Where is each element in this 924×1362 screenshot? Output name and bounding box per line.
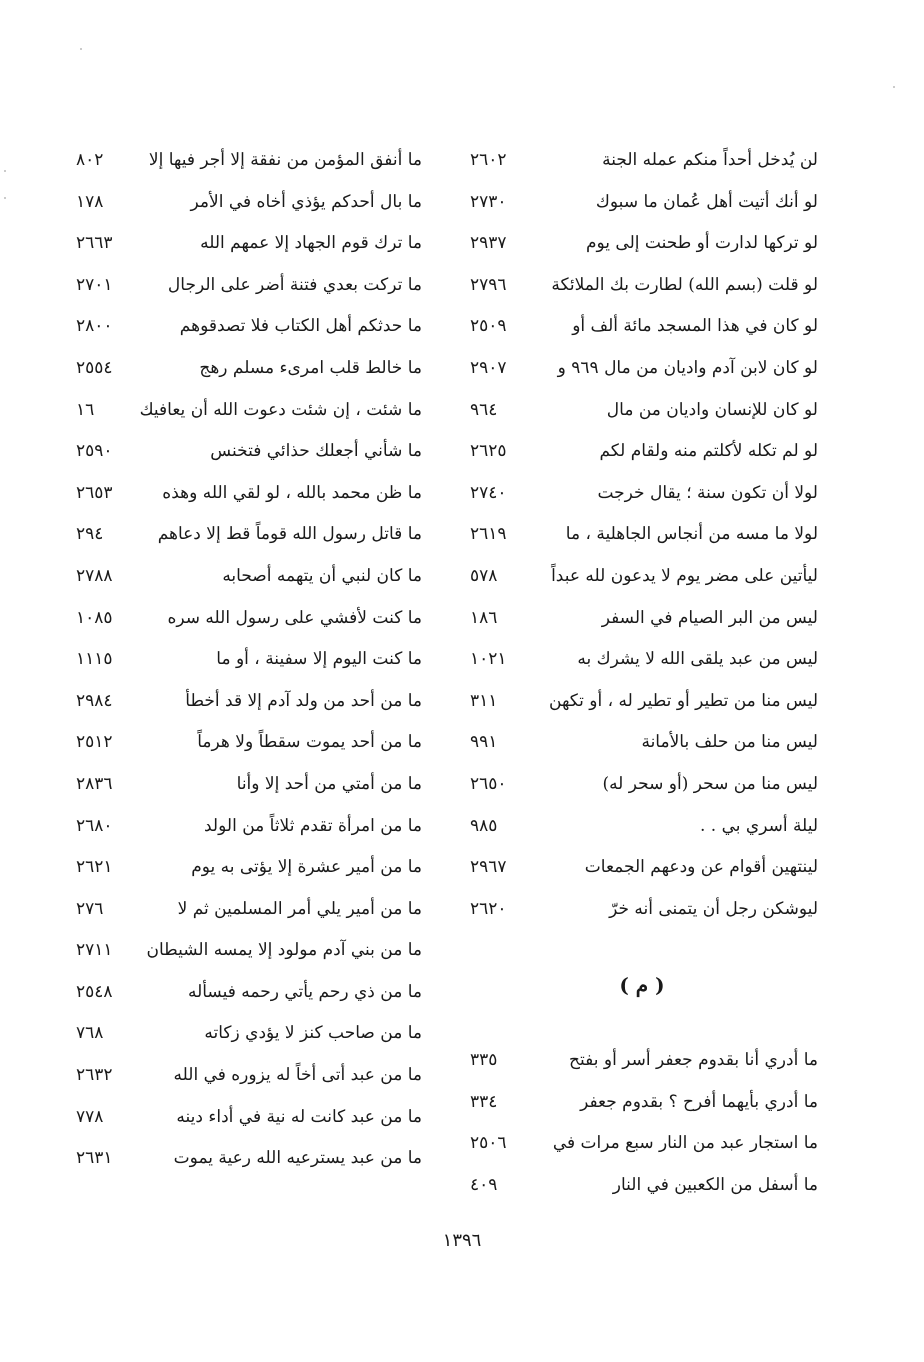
entry-page-number: ٢٥٥٤ [76, 357, 113, 378]
entry-text: ما خالط قلب امرىء مسلم رهج [199, 357, 422, 378]
index-entry [72, 681, 422, 723]
entry-page-number: ٢٩٦٧ [470, 857, 507, 878]
entry-text: ما شئت ، إن شئت دعوت الله أن يعافيك [139, 399, 422, 420]
entry-text: ما من بني آدم مولود إلا يمسه الشيطان [146, 940, 422, 961]
index-entry [466, 140, 818, 182]
entry-text: ليس منا من تطير أو تطير له ، أو تكهن [549, 690, 818, 711]
entry-text: ما حدثكم أهل الكتاب فلا تصدقوهم [179, 316, 422, 337]
entry-page-number: ٢٦٠٢ [470, 150, 507, 170]
index-entry [466, 639, 818, 681]
entry-text: ما أدري بأيهما أفرح ؟ بقدوم جعفر [580, 1091, 818, 1112]
entry-text: ما من أمير يلي أمر المسلمين ثم لا [177, 898, 422, 919]
entry-text: ما من امرأة تقدم ثلاثاً من الولد [204, 815, 422, 836]
entry-text: لو كان للإنسان واديان من مال [606, 399, 818, 420]
entry-page-number: ٢٦٢٠ [470, 898, 507, 919]
entry-page-number: ٢٦٣٢ [76, 1065, 113, 1086]
index-entry [72, 764, 422, 806]
index-entry [466, 1123, 818, 1165]
entry-page-number: ٩٩١ [470, 732, 498, 753]
index-entry [466, 764, 818, 806]
entry-page-number: ٣٣٥ [470, 1050, 498, 1071]
right-entries-mim [466, 1040, 818, 1206]
entry-text: ليوشكن رجل أن يتمنى أنه خرّ [609, 898, 818, 919]
section-header-mim: ( م ) [619, 973, 665, 998]
entry-page-number: ٢٥٩٠ [76, 441, 113, 462]
entry-text: ما من عبد يسترعيه الله رعية يموت [173, 1148, 422, 1169]
entry-text: لو لم تكله لأكلتم منه ولقام لكم [599, 441, 818, 462]
index-entry [72, 140, 422, 182]
entry-text: لولا أن تكون سنة ؛ يقال خرجت [597, 482, 818, 503]
entry-text: ما من عبد كانت له نية في أداء دينه [176, 1106, 422, 1127]
entry-page-number: ٥٧٨ [470, 565, 498, 586]
entry-text: ما أنفق المؤمن من نفقة إلا أجر فيها إلا [148, 150, 422, 170]
entry-page-number: ٧٦٨ [76, 1023, 104, 1044]
entry-page-number: ٢٧٣٠ [470, 191, 507, 212]
entry-page-number: ١٧٨ [76, 191, 104, 212]
entry-page-number: ٢٨٠٠ [76, 316, 113, 337]
entry-page-number: ٢٦١٩ [470, 524, 507, 545]
entry-text: ما بال أحدكم يؤذي أخاه في الأمر [190, 191, 422, 212]
index-entry [72, 639, 422, 681]
index-entry [466, 306, 818, 348]
index-entry [466, 182, 818, 224]
page-number: ١٣٩٦ [442, 1230, 482, 1251]
right-entries-lam [466, 140, 818, 930]
index-entry [466, 1165, 818, 1207]
entry-page-number: ٢٧٤٠ [470, 482, 507, 503]
entry-text: ليس منا من سحر (أو سحر له) [602, 773, 818, 794]
entry-page-number: ٢٥٤٨ [76, 981, 113, 1002]
paper-speck [4, 170, 6, 172]
index-entry [72, 722, 422, 764]
entry-page-number: ٩٦٤ [470, 399, 498, 420]
paper-speck [893, 86, 895, 88]
index-entry [466, 473, 818, 515]
right-index-column [466, 140, 818, 1207]
index-entry [466, 431, 818, 473]
entry-text: ليس منا من حلف بالأمانة [641, 732, 818, 753]
paper-speck [4, 197, 6, 199]
entry-text: ما كان لنبي أن يتهمه أصحابه [222, 565, 422, 586]
entry-text: ما من أمتي من أحد إلا وأنا [236, 773, 422, 794]
paper-speck [80, 48, 82, 50]
entry-page-number: ٢٦٥٣ [76, 482, 113, 503]
entry-text: ما أدري أنا بقدوم جعفر أسر أو بفتح [569, 1050, 818, 1071]
index-entry [466, 348, 818, 390]
entry-text: ليس من البر الصيام في السفر [601, 607, 818, 628]
index-entry [72, 182, 422, 224]
entry-text: لو أنك أتيت أهل عُمان ما سبوك [595, 191, 818, 212]
entry-page-number: ٧٧٨ [76, 1106, 104, 1127]
entry-text: ما من ذي رحم يأتي رحمه فيسأله [187, 981, 422, 1002]
entry-text: ما من عبد أتى أخاً له يزوره في الله [173, 1065, 422, 1086]
entry-page-number: ٨٠٢ [76, 150, 104, 170]
entry-page-number: ٢٩٤ [76, 524, 104, 545]
index-entry [466, 265, 818, 307]
entry-page-number: ٢٥١٢ [76, 732, 113, 753]
entry-text: ما أسفل من الكعبين في النار [612, 1175, 818, 1196]
index-entry [72, 972, 422, 1014]
entry-page-number: ٢٧٨٨ [76, 565, 113, 586]
index-entry [72, 1013, 422, 1055]
entry-page-number: ٢٦٥٠ [470, 773, 507, 794]
left-index-column [72, 140, 422, 1180]
entry-page-number: ٢٥٠٩ [470, 316, 507, 337]
entry-text: ما ظن محمد بالله ، لو لقي الله وهذه [162, 482, 422, 503]
index-entry [72, 1055, 422, 1097]
entry-page-number: ٢٧٩٦ [470, 274, 507, 295]
index-entry [72, 390, 422, 432]
entry-text: ما من أمير عشرة إلا يؤتى به يوم [191, 857, 422, 878]
entry-text: لو كان في هذا المسجد مائة ألف أو [572, 316, 818, 337]
entry-page-number: ٢٦٨٠ [76, 815, 113, 836]
index-entry [72, 556, 422, 598]
entry-text: ليس من عبد يلقى الله لا يشرك به [577, 649, 818, 670]
entry-text: ما استجار عبد من النار سبع مرات في [552, 1133, 818, 1154]
entry-page-number: ٢٦٣١ [76, 1148, 113, 1169]
entry-page-number: ٣٣٤ [470, 1091, 498, 1112]
index-entry [466, 806, 818, 848]
index-entry [72, 223, 422, 265]
entry-text: ما من صاحب كنز لا يؤدي زكاته [204, 1023, 422, 1044]
index-entry [72, 514, 422, 556]
entry-page-number: ٢٩٠٧ [470, 357, 507, 378]
entry-page-number: ١١١٥ [76, 649, 113, 670]
entry-text: ما من أحد من ولد آدم إلا قد أخطأ [185, 690, 422, 711]
entry-page-number: ٣١١ [470, 690, 498, 711]
entry-page-number: ٢٧٦ [76, 898, 104, 919]
entry-text: ما قاتل رسول الله قوماً قط إلا دعاهم [157, 524, 422, 545]
entry-page-number: ٢٩٨٤ [76, 690, 113, 711]
index-entry [466, 889, 818, 931]
entry-text: ما كنت اليوم إلا سفينة ، أو ما [216, 649, 422, 670]
entry-text: لو كان لابن آدم واديان من مال ٩٦٩ و [557, 357, 818, 378]
index-entry [72, 1097, 422, 1139]
entry-page-number: ١٨٦ [470, 607, 498, 628]
entry-page-number: ٢٩٣٧ [470, 233, 507, 254]
entry-text: ما من أحد يموت سقطاً ولا هرماً [197, 732, 422, 753]
entry-text: ما كنت لأفشي على رسول الله سره [167, 607, 422, 628]
entry-page-number: ٢٥٠٦ [470, 1133, 507, 1154]
index-entry [466, 1040, 818, 1082]
entry-text: لو تركها لدارت أو طحنت إلى يوم [585, 233, 818, 254]
entry-page-number: ١٠٢١ [470, 649, 507, 670]
entry-page-number: ٩٨٥ [470, 815, 498, 836]
index-entry [466, 556, 818, 598]
index-entry [466, 223, 818, 265]
index-entry [72, 473, 422, 515]
index-entry [466, 514, 818, 556]
entry-text: ليأتين على مضر يوم لا يدعون لله عبداً [551, 565, 818, 586]
index-entry [72, 306, 422, 348]
entry-text: ما شأني أجعلك حذائي فتخنس [210, 441, 422, 462]
entry-text: لولا ما مسه من أنجاس الجاهلية ، ما [565, 524, 818, 545]
entry-text: لن يُدخل أحداً منكم عمله الجنة [602, 150, 818, 170]
entry-text: ما ترك قوم الجهاد إلا عمهم الله [200, 233, 422, 254]
entry-page-number: ٢٧٠١ [76, 274, 113, 295]
index-entry [72, 1138, 422, 1180]
entry-text: ليلة أسري بي . . [699, 815, 818, 836]
index-entry [466, 390, 818, 432]
entry-page-number: ٢٨٣٦ [76, 773, 113, 794]
index-entry [72, 847, 422, 889]
index-entry [72, 265, 422, 307]
index-entry [72, 431, 422, 473]
index-entry [72, 889, 422, 931]
entry-page-number: ٤٠٩ [470, 1175, 498, 1196]
index-entry [466, 847, 818, 889]
entry-page-number: ١٠٨٥ [76, 607, 113, 628]
entry-page-number: ١٦ [76, 399, 95, 420]
index-entry [72, 806, 422, 848]
entry-text: لينتهين أقوام عن ودعهم الجمعات [584, 857, 818, 878]
entry-page-number: ٢٦٦٣ [76, 233, 113, 254]
entry-page-number: ٢٦٢٥ [470, 441, 507, 462]
index-entry [72, 348, 422, 390]
entry-page-number: ٢٧١١ [76, 940, 113, 961]
entry-text: لو قلت (بسم الله) لطارت بك الملائكة [551, 274, 818, 295]
index-entry [466, 681, 818, 723]
index-entry [466, 1082, 818, 1124]
index-entry [72, 930, 422, 972]
index-entry [466, 598, 818, 640]
index-entry [466, 722, 818, 764]
index-entry [72, 598, 422, 640]
entry-page-number: ٢٦٢١ [76, 857, 113, 878]
entry-text: ما تركت بعدي فتنة أضر على الرجال [167, 274, 422, 295]
